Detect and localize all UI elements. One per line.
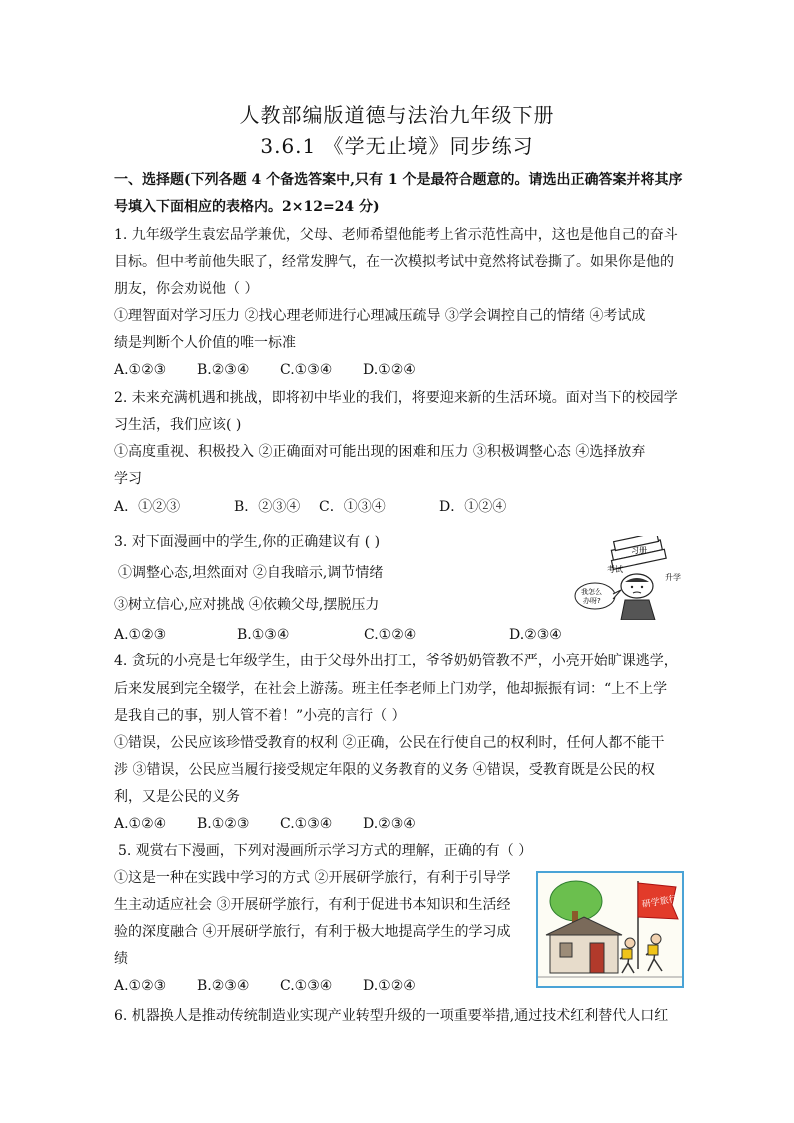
q5-line-4: 验的深度融合 ④开展研学旅行，有利于极大地提高学生的学习成 <box>114 924 511 940</box>
q4-option-c: C.①③④ <box>280 816 333 832</box>
q5-cartoon-image <box>536 871 684 988</box>
q5-option-c: C.①③④ <box>280 978 333 994</box>
q1-line-2: 目标。但中考前他失眠了，经常发脾气，在一次模拟考试中竟然将试卷撕了。如果你是他的 <box>114 254 674 270</box>
q5-line-5: 绩 <box>114 951 128 967</box>
q1-option-a: A.①②③ <box>114 362 167 378</box>
q1-line-5: 绩是判断个人价值的唯一标准 <box>114 335 296 351</box>
q4-line-4: ①错误，公民应该珍惜受教育的权利 ②正确，公民在行使自己的权利时，任何人都不能干 <box>114 735 665 751</box>
section-heading-line-2: 号填入下面相应的表格内。2×12=24 分) <box>114 199 380 215</box>
q5-line-2: ①这是一种在实践中学习的方式 ②开展研学旅行，有利于引导学 <box>114 870 511 886</box>
q2-line-1: 2. 未来充满机遇和挑战，即将初中毕业的我们，将要迎来新的生活环境。面对当下的校园学 <box>114 390 678 406</box>
q2-option-d: D．①②④ <box>439 499 507 515</box>
q6-line-1: 6. 机器换人是推动传统制造业实现产业转型升级的一项重要举措,通过技术红利替代人口红 <box>114 1008 669 1024</box>
q3-cartoon-image <box>573 536 683 620</box>
q3-option-c: C.①②④ <box>364 627 417 643</box>
q2-option-a: A．①②③ <box>114 499 181 515</box>
q5-option-d: D.①②④ <box>363 978 416 994</box>
q4-line-1: 4. 贪玩的小亮是七年级学生，由于父母外出打工，爷爷奶奶管教不严，小亮开始旷课逃学， <box>114 653 678 669</box>
document-subtitle: 3.6.1 《学无止境》同步练习 <box>260 134 534 158</box>
stressed-student-illustration <box>573 536 683 620</box>
q2-option-b: B．②③④ <box>234 499 301 515</box>
bubble-text-2: 办呀? <box>583 597 601 605</box>
q3-options <box>114 626 562 644</box>
q2-option-c: C．①③④ <box>319 499 386 515</box>
exam-label: 考试 <box>607 565 623 574</box>
q1-option-c: C.①③④ <box>280 362 333 378</box>
q5-option-b: B.②③④ <box>197 978 250 994</box>
flag-label: 研学旅行 <box>641 894 679 911</box>
q3-line-1: 3. 对下面漫画中的学生,你的正确建议有 ( ) <box>114 534 381 550</box>
q2-options <box>114 498 506 516</box>
q3-line-3: ③树立信心,应对挑战 ④依赖父母,摆脱压力 <box>114 597 380 613</box>
q3-option-d: D.②③④ <box>509 627 562 643</box>
q2-line-4: 学习 <box>114 471 142 487</box>
q1-options <box>114 361 416 379</box>
q4-options <box>114 815 416 833</box>
promote-label: 升学 <box>665 573 681 582</box>
q1-option-d: D.①②④ <box>363 362 416 378</box>
q3-option-a: A.①②③ <box>114 627 167 643</box>
q4-option-b: B.①②③ <box>197 816 250 832</box>
q4-line-2: 后来发展到完全辍学，在社会上游荡。班主任李老师上门劝学，他却振振有词：“上不上学 <box>114 681 668 697</box>
q2-line-2: 习生活，我们应该( ) <box>114 417 242 433</box>
q4-line-3: 是我自己的事，别人管不着！”小亮的言行（ ） <box>114 708 406 724</box>
section-heading-line-1: 一、选择题(下列各题 4 个备选答案中,只有 1 个是最符合题意的。请选出正确答案并将其序 <box>114 172 683 188</box>
q5-line-3: 生主动适应社会 ③开展研学旅行，有利于促进书本知识和生活经 <box>114 897 511 913</box>
q2-line-3: ①高度重视、积极投入 ②正确面对可能出现的困难和压力 ③积极调整心态 ④选择放弃 <box>114 444 646 460</box>
q3-option-b: B.①③④ <box>237 627 290 643</box>
q4-option-a: A.①②④ <box>114 816 167 832</box>
bubble-text-1: 我怎么 <box>581 588 602 596</box>
q3-line-2: ①调整心态,坦然面对 ②自我暗示,调节情绪 <box>118 565 384 581</box>
document-title: 人教部编版道德与法治九年级下册 <box>239 103 555 127</box>
q5-option-a: A.①②③ <box>114 978 167 994</box>
study-tour-illustration <box>538 873 682 986</box>
q1-option-b: B.②③④ <box>197 362 250 378</box>
q1-line-3: 朋友，你会劝说他（ ） <box>114 281 259 297</box>
q4-option-d: D.②③④ <box>363 816 416 832</box>
q1-line-4: ①理智面对学习压力 ②找心理老师进行心理减压疏导 ③学会调控自己的情绪 ④考试成 <box>114 308 646 324</box>
q5-options <box>114 977 416 995</box>
q4-line-5: 涉 ③错误，公民应当履行接受规定年限的义务教育的义务 ④错误，受教育既是公民的权 <box>114 762 655 778</box>
book-label: 习册 <box>631 546 647 555</box>
q4-line-6: 利，又是公民的义务 <box>114 789 240 805</box>
q5-line-1: 5. 观赏右下漫画，下列对漫画所示学习方式的理解，正确的有（ ） <box>118 843 533 859</box>
q1-line-1: 1. 九年级学生袁宏品学兼优，父母、老师希望他能考上省示范性高中，这也是他自己的奋斗 <box>114 227 678 243</box>
